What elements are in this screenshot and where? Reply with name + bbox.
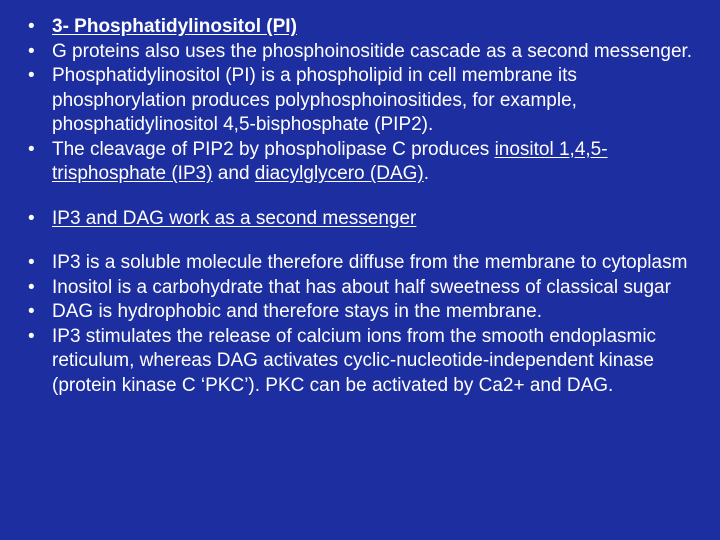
bullet-group-2	[28, 207, 696, 232]
bullet-item	[28, 300, 696, 325]
bullet-item	[28, 64, 696, 138]
bullet-item	[28, 325, 696, 399]
bullet-text: .	[423, 163, 430, 184]
bullet-text: IP3 is a soluble molecule therefore diffuse from the membrane to cytoplasm	[52, 252, 688, 273]
bullet-item	[28, 276, 696, 301]
bullet-group-3	[28, 251, 696, 398]
bullet-heading	[28, 15, 696, 40]
dag-link-text: diacylglycero (DAG)	[254, 163, 424, 184]
ip3-link-text: inositol 1,4,5-trisphosphate (IP3)	[52, 138, 608, 184]
bullet-text: G proteins also uses the phosphoinositide cascade as a second messenger.	[52, 40, 693, 62]
bullet-text: DAG is hydrophobic and therefore stays in the membrane.	[52, 301, 543, 322]
bullet-item	[28, 207, 696, 232]
bullet-text: Phosphatidylinositol (PI) is a phospholipid in cell membrane its phosphorylation produces polyphosphoinositides, for example, phosphatidylinositol 4,5-bisphosphate (PIP2).	[52, 65, 577, 135]
second-messenger-text: IP3 and DAG work as a second messenger	[52, 207, 417, 229]
bullet-text: and	[212, 163, 255, 184]
bullet-item	[28, 138, 696, 187]
bullet-group-1	[28, 15, 696, 187]
heading-text: 3- Phosphatidylinositol (PI)	[52, 16, 297, 37]
bullet-text: IP3 stimulates the release of calcium ions from the smooth endoplasmic reticulum, whereas DAG activates cyclic-nucleotide-independent kinase (protein kinase C ‘PKC’). PKC can be activated by Ca2+ and DAG.	[52, 325, 657, 396]
bullet-text: The cleavage of PIP2 by phospholipase C produces	[52, 138, 495, 160]
bullet-text: Inositol is a carbohydrate that has about half sweetness of classical sugar	[52, 276, 671, 298]
bullet-item	[28, 251, 696, 276]
bullet-item	[28, 40, 696, 65]
